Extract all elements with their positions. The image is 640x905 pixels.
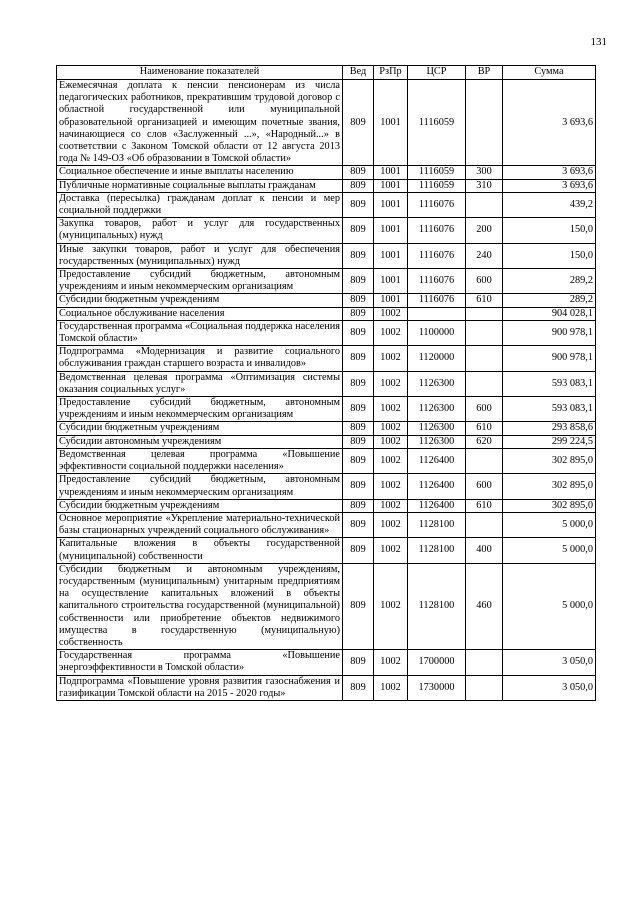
row-ved-cell: 809 <box>343 448 374 473</box>
row-sum-cell: 299 224,5 <box>503 435 596 448</box>
row-csr-cell: 1126300 <box>408 435 466 448</box>
row-rzpr-cell: 1002 <box>374 650 408 675</box>
row-csr-cell: 1128100 <box>408 512 466 537</box>
row-rzpr-cell: 1002 <box>374 474 408 499</box>
row-ved-cell: 809 <box>343 166 374 179</box>
table-row <box>57 269 596 294</box>
row-vr-cell: 620 <box>466 435 503 448</box>
row-ved-cell: 809 <box>343 179 374 192</box>
row-sum-cell: 5 000,0 <box>503 538 596 563</box>
budget-table <box>56 65 596 701</box>
row-ved-cell: 809 <box>343 346 374 371</box>
row-csr-cell: 1730000 <box>408 675 466 700</box>
row-vr-cell: 600 <box>466 269 503 294</box>
row-csr-cell: 1128100 <box>408 538 466 563</box>
row-vr-cell: 460 <box>466 563 503 649</box>
page-number: 131 <box>590 36 607 48</box>
row-vr-cell: 300 <box>466 166 503 179</box>
row-name-cell: Ведомственная целевая программа «Оптимизация системы оказания социальных услуг» <box>57 371 343 396</box>
row-vr-cell <box>466 307 503 320</box>
row-ved-cell: 809 <box>343 512 374 537</box>
row-sum-cell: 900 978,1 <box>503 346 596 371</box>
row-name-cell: Государственная программа «Повышение энергоэффективности в Томской области» <box>57 650 343 675</box>
table-row <box>57 512 596 537</box>
row-name-cell: Социальное обеспечение и иные выплаты населению <box>57 166 343 179</box>
row-ved-cell: 809 <box>343 650 374 675</box>
row-name-cell: Социальное обслуживание населения <box>57 307 343 320</box>
header-vr: ВР <box>466 66 503 80</box>
row-rzpr-cell: 1001 <box>374 192 408 217</box>
row-csr-cell: 1116076 <box>408 294 466 307</box>
row-name-cell: Государственная программа «Социальная поддержка населения Томской области» <box>57 320 343 345</box>
row-name-cell: Ведомственная целевая программа «Повышение эффективности социальной поддержки населения» <box>57 448 343 473</box>
table-row <box>57 650 596 675</box>
row-vr-cell <box>466 320 503 345</box>
row-csr-cell: 1126400 <box>408 499 466 512</box>
row-csr-cell: 1128100 <box>408 563 466 649</box>
row-vr-cell: 310 <box>466 179 503 192</box>
row-sum-cell: 3 050,0 <box>503 675 596 700</box>
row-rzpr-cell: 1001 <box>374 179 408 192</box>
row-rzpr-cell: 1002 <box>374 538 408 563</box>
row-rzpr-cell: 1002 <box>374 448 408 473</box>
row-vr-cell <box>466 512 503 537</box>
table-row <box>57 397 596 422</box>
row-rzpr-cell: 1002 <box>374 422 408 435</box>
row-sum-cell: 5 000,0 <box>503 512 596 537</box>
row-sum-cell: 3 693,6 <box>503 166 596 179</box>
row-name-cell: Публичные нормативные социальные выплаты гражданам <box>57 179 343 192</box>
row-vr-cell <box>466 448 503 473</box>
row-sum-cell: 289,2 <box>503 294 596 307</box>
header-rzpr: РзПр <box>374 66 408 80</box>
row-vr-cell: 600 <box>466 397 503 422</box>
row-ved-cell: 809 <box>343 563 374 649</box>
row-ved-cell: 809 <box>343 538 374 563</box>
row-csr-cell: 1116076 <box>408 192 466 217</box>
row-name-cell: Субсидии бюджетным учреждениям <box>57 499 343 512</box>
row-name-cell: Капитальные вложения в объекты государственной (муниципальной) собственности <box>57 538 343 563</box>
row-ved-cell: 809 <box>343 294 374 307</box>
table-body <box>57 80 596 701</box>
row-csr-cell: 1126300 <box>408 422 466 435</box>
row-vr-cell: 600 <box>466 474 503 499</box>
row-name-cell: Доставка (пересылка) гражданам доплат к пенсии и мер социальной поддержки <box>57 192 343 217</box>
row-sum-cell: 302 895,0 <box>503 448 596 473</box>
table-row <box>57 499 596 512</box>
row-rzpr-cell: 1001 <box>374 294 408 307</box>
table-row <box>57 563 596 649</box>
row-csr-cell: 1116059 <box>408 179 466 192</box>
row-csr-cell: 1120000 <box>408 346 466 371</box>
row-name-cell: Субсидии автономным учреждениям <box>57 435 343 448</box>
table-row <box>57 243 596 268</box>
table-row <box>57 346 596 371</box>
row-rzpr-cell: 1002 <box>374 512 408 537</box>
row-csr-cell: 1116059 <box>408 80 466 166</box>
row-rzpr-cell: 1002 <box>374 563 408 649</box>
row-name-cell: Иные закупки товаров, работ и услуг для обеспечения государственных (муниципальных) нужд <box>57 243 343 268</box>
row-name-cell: Субсидии бюджетным учреждениям <box>57 422 343 435</box>
row-ved-cell: 809 <box>343 435 374 448</box>
table-row <box>57 422 596 435</box>
row-sum-cell: 3 050,0 <box>503 650 596 675</box>
row-rzpr-cell: 1001 <box>374 80 408 166</box>
row-rzpr-cell: 1002 <box>374 371 408 396</box>
table-row <box>57 538 596 563</box>
row-csr-cell: 1126400 <box>408 448 466 473</box>
row-sum-cell: 439,2 <box>503 192 596 217</box>
row-csr-cell: 1126400 <box>408 474 466 499</box>
table-row <box>57 474 596 499</box>
row-ved-cell: 809 <box>343 307 374 320</box>
row-rzpr-cell: 1002 <box>374 675 408 700</box>
table-row <box>57 166 596 179</box>
row-vr-cell: 610 <box>466 294 503 307</box>
row-ved-cell: 809 <box>343 397 374 422</box>
row-rzpr-cell: 1002 <box>374 307 408 320</box>
row-sum-cell: 593 083,1 <box>503 397 596 422</box>
row-name-cell: Предоставление субсидий бюджетным, автономным учреждениям и иным некоммерческим организациям <box>57 397 343 422</box>
row-name-cell: Ежемесячная доплата к пенсии пенсионерам из числа педагогических работников, прекратившим трудовой договор с областной государственной или муниципальной образовательной организацией и имеющим почетные звания, начинающиеся со слов «Заслуженный ...», «Народный...» в соответствии с Законом Томской области от 12 августа 2013 года № 149-ОЗ «Об образовании в Томской области» <box>57 80 343 166</box>
row-sum-cell: 904 028,1 <box>503 307 596 320</box>
row-csr-cell: 1116059 <box>408 166 466 179</box>
row-name-cell: Предоставление субсидий бюджетным, автономным учреждениям и иным некоммерческим организациям <box>57 474 343 499</box>
row-csr-cell: 1126300 <box>408 397 466 422</box>
row-sum-cell: 5 000,0 <box>503 563 596 649</box>
row-ved-cell: 809 <box>343 218 374 243</box>
row-ved-cell: 809 <box>343 80 374 166</box>
row-csr-cell: 1126300 <box>408 371 466 396</box>
row-sum-cell: 289,2 <box>503 269 596 294</box>
row-ved-cell: 809 <box>343 269 374 294</box>
table-header-row <box>57 66 596 80</box>
row-rzpr-cell: 1002 <box>374 397 408 422</box>
header-ved: Вед <box>343 66 374 80</box>
row-name-cell: Предоставление субсидий бюджетным, автономным учреждениям и иным некоммерческим организациям <box>57 269 343 294</box>
row-rzpr-cell: 1002 <box>374 499 408 512</box>
table-row <box>57 307 596 320</box>
row-rzpr-cell: 1002 <box>374 435 408 448</box>
table-row <box>57 448 596 473</box>
table-row <box>57 320 596 345</box>
row-vr-cell: 400 <box>466 538 503 563</box>
row-name-cell: Субсидии бюджетным и автономным учреждениям, государственным (муниципальным) унитарным предприятиям на осуществление капитальных вложений в объекты капитального строительства государственной (муниципальной) собственности или приобретение объектов недвижимого имущества в государственную (муниципальную) собственность <box>57 563 343 649</box>
row-vr-cell <box>466 371 503 396</box>
row-vr-cell <box>466 675 503 700</box>
row-name-cell: Субсидии бюджетным учреждениям <box>57 294 343 307</box>
table-row <box>57 675 596 700</box>
row-sum-cell: 3 693,6 <box>503 179 596 192</box>
row-sum-cell: 150,0 <box>503 218 596 243</box>
row-vr-cell: 200 <box>466 218 503 243</box>
row-rzpr-cell: 1001 <box>374 218 408 243</box>
table-row <box>57 179 596 192</box>
table-row <box>57 435 596 448</box>
row-sum-cell: 900 978,1 <box>503 320 596 345</box>
row-csr-cell <box>408 307 466 320</box>
row-name-cell: Подпрограмма «Повышение уровня развития газоснабжения и газификации Томской области на 2015 - 2020 годы» <box>57 675 343 700</box>
row-csr-cell: 1116076 <box>408 243 466 268</box>
row-ved-cell: 809 <box>343 422 374 435</box>
row-csr-cell: 1100000 <box>408 320 466 345</box>
row-ved-cell: 809 <box>343 192 374 217</box>
row-rzpr-cell: 1001 <box>374 269 408 294</box>
row-vr-cell <box>466 346 503 371</box>
header-csr: ЦСР <box>408 66 466 80</box>
row-ved-cell: 809 <box>343 371 374 396</box>
table-row <box>57 218 596 243</box>
row-name-cell: Подпрограмма «Модернизация и развитие социального обслуживания граждан старшего возраста и инвалидов» <box>57 346 343 371</box>
row-sum-cell: 302 895,0 <box>503 474 596 499</box>
row-ved-cell: 809 <box>343 499 374 512</box>
row-rzpr-cell: 1001 <box>374 243 408 268</box>
row-ved-cell: 809 <box>343 675 374 700</box>
row-vr-cell <box>466 80 503 166</box>
table-row <box>57 371 596 396</box>
table-row <box>57 80 596 166</box>
row-csr-cell: 1700000 <box>408 650 466 675</box>
row-name-cell: Закупка товаров, работ и услуг для государственных (муниципальных) нужд <box>57 218 343 243</box>
row-vr-cell: 610 <box>466 499 503 512</box>
row-sum-cell: 293 858,6 <box>503 422 596 435</box>
row-sum-cell: 3 693,6 <box>503 80 596 166</box>
row-ved-cell: 809 <box>343 474 374 499</box>
row-name-cell: Основное мероприятие «Укрепление материально-технической базы стационарных учреждений социального обслуживания» <box>57 512 343 537</box>
row-ved-cell: 809 <box>343 243 374 268</box>
row-sum-cell: 593 083,1 <box>503 371 596 396</box>
row-csr-cell: 1116076 <box>408 218 466 243</box>
row-vr-cell <box>466 650 503 675</box>
header-name: Наименование показателей <box>57 66 343 80</box>
table-row <box>57 192 596 217</box>
row-csr-cell: 1116076 <box>408 269 466 294</box>
table-row <box>57 294 596 307</box>
row-vr-cell: 610 <box>466 422 503 435</box>
row-rzpr-cell: 1002 <box>374 320 408 345</box>
row-vr-cell <box>466 192 503 217</box>
row-rzpr-cell: 1002 <box>374 346 408 371</box>
row-sum-cell: 302 895,0 <box>503 499 596 512</box>
row-vr-cell: 240 <box>466 243 503 268</box>
row-sum-cell: 150,0 <box>503 243 596 268</box>
header-sum: Сумма <box>503 66 596 80</box>
row-ved-cell: 809 <box>343 320 374 345</box>
row-rzpr-cell: 1001 <box>374 166 408 179</box>
